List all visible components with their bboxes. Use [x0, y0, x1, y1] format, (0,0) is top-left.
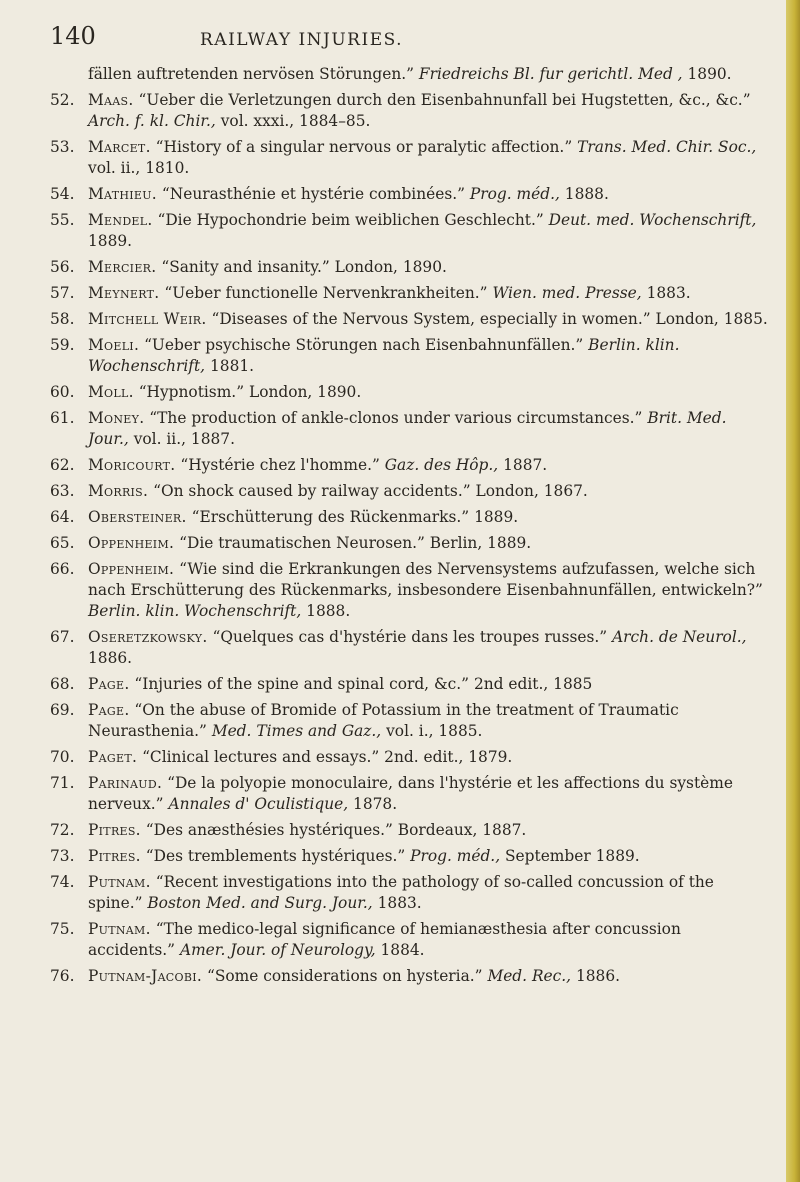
reference-title: “De la polyopie monoculaire, dans l'hystérie et les affections du système nerveux.”: [88, 774, 733, 813]
reference-number: 69.: [50, 701, 75, 719]
reference-details: 1888.: [306, 602, 351, 620]
continuation-publication: Friedreichs Bl. fur gerichtl. Med ,: [418, 65, 683, 83]
reference-author: Moricourt.: [88, 456, 176, 474]
reference-author: Mercier.: [88, 258, 157, 276]
reference-details: 1883.: [377, 894, 422, 912]
reference-number: 53.: [50, 138, 75, 156]
reference-title: “On shock caused by railway accidents.”: [153, 482, 471, 500]
reference-number: 63.: [50, 482, 75, 500]
reference-entry: [50, 210, 770, 252]
reference-details: Bordeaux, 1887.: [397, 821, 527, 839]
reference-number: 70.: [50, 748, 75, 766]
reference-details: 2nd. edit., 1879.: [384, 748, 513, 766]
reference-entry: [50, 919, 770, 961]
reference-title: “Erschütterung des Rückenmarks.”: [191, 508, 470, 526]
reference-number: 60.: [50, 383, 75, 401]
reference-title: “Clinical lectures and essays.”: [142, 748, 380, 766]
reference-publication: Brit. Med. Jour.,: [88, 409, 727, 448]
reference-details: vol. ii., 1887.: [133, 430, 235, 448]
reference-author: Moll.: [88, 383, 134, 401]
reference-number: 52.: [50, 91, 75, 109]
reference-publication: Prog. méd.,: [410, 847, 501, 865]
reference-details: Berlin, 1889.: [429, 534, 532, 552]
reference-entry: [50, 507, 770, 528]
reference-author: Putnam.: [88, 873, 151, 891]
reference-number: 68.: [50, 675, 75, 693]
reference-number: 67.: [50, 628, 75, 646]
reference-author: Parinaud.: [88, 774, 163, 792]
reference-details: 2nd edit., 1885: [473, 675, 593, 693]
reference-number: 55.: [50, 211, 75, 229]
reference-author: Maas.: [88, 91, 134, 109]
reference-entry: [50, 872, 770, 914]
reference-author: Oppenheim.: [88, 560, 175, 578]
reference-details: London, 1885.: [655, 310, 768, 328]
reference-author: Oseretzkowsky.: [88, 628, 208, 646]
reference-continuation: [50, 64, 770, 85]
reference-title: “Ueber functionelle Nervenkrankheiten.”: [164, 284, 488, 302]
reference-author: Money.: [88, 409, 145, 427]
continuation-rest: 1890.: [687, 65, 732, 83]
reference-author: Marcet.: [88, 138, 151, 156]
reference-publication: Prog. méd.,: [469, 185, 560, 203]
reference-title: “Des anæsthésies hystériques.”: [145, 821, 393, 839]
reference-publication: Trans. Med. Chir. Soc.,: [577, 138, 757, 156]
reference-author: Page.: [88, 675, 130, 693]
reference-author: Mendel.: [88, 211, 153, 229]
reference-entry: [50, 335, 770, 377]
reference-publication: Wien. med. Presse,: [492, 284, 642, 302]
reference-number: 66.: [50, 560, 75, 578]
reference-title: “Hypnotism.”: [138, 383, 245, 401]
reference-entry: [50, 408, 770, 450]
reference-title: “Diseases of the Nervous System, especially in women.”: [211, 310, 651, 328]
reference-details: vol. xxxi., 1884–85.: [220, 112, 371, 130]
reference-author: Page.: [88, 701, 130, 719]
reference-details: 1887.: [503, 456, 548, 474]
reference-number: 73.: [50, 847, 75, 865]
reference-details: 1881.: [209, 357, 255, 375]
reference-entry: [50, 820, 770, 841]
reference-number: 75.: [50, 920, 75, 938]
reference-number: 72.: [50, 821, 75, 839]
reference-title: “The production of ankle-clonos under various circumstances.”: [149, 409, 643, 427]
reference-number: 65.: [50, 534, 75, 552]
reference-title: “On the abuse of Bromide of Potassium in the treatment of Traumatic Neurasthenia.”: [88, 701, 679, 740]
reference-details: London, 1890.: [334, 258, 447, 276]
reference-entry: [50, 747, 770, 768]
reference-entry: [50, 846, 770, 867]
reference-title: “The medico-legal significance of hemianæsthesia after concussion accidents.”: [88, 920, 681, 959]
reference-number: 76.: [50, 967, 75, 985]
reference-entry: [50, 283, 770, 304]
reference-author: Mitchell Weir.: [88, 310, 207, 328]
reference-title: “Die traumatischen Neurosen.”: [179, 534, 425, 552]
reference-number: 74.: [50, 873, 75, 891]
reference-author: Putnam.: [88, 920, 151, 938]
reference-number: 57.: [50, 284, 75, 302]
reference-title: “Recent investigations into the pathology of so-called concussion of the spine.”: [88, 873, 714, 912]
reference-publication: Boston Med. and Surg. Jour.,: [147, 894, 373, 912]
reference-details: 1889.: [474, 508, 519, 526]
reference-entry: [50, 966, 770, 987]
reference-title: “Some considerations on hysteria.”: [206, 967, 483, 985]
reference-title: “Des tremblements hystériques.”: [145, 847, 406, 865]
reference-details: vol. i., 1885.: [386, 722, 483, 740]
running-head: RAILWAY INJURIES.: [200, 30, 404, 50]
reference-title: “Sanity and insanity.”: [161, 258, 330, 276]
continuation-title: fällen auftretenden nervösen Störungen.”: [88, 65, 414, 83]
reference-author: Paget.: [88, 748, 138, 766]
reference-details: 1889.: [88, 232, 133, 250]
reference-publication: Amer. Jour. of Neurology,: [179, 941, 376, 959]
reference-details: 1886.: [575, 967, 621, 985]
reference-number: 62.: [50, 456, 75, 474]
reference-author: Putnam-Jacobi.: [88, 967, 203, 985]
reference-details: September 1889.: [505, 847, 640, 865]
reference-publication: Arch. de Neurol.,: [612, 628, 747, 646]
reference-details: 1884.: [380, 941, 425, 959]
reference-title: “Ueber psychische Störungen nach Eisenbahnunfällen.”: [144, 336, 584, 354]
reference-title: “Ueber die Verletzungen durch den Eisenbahnunfall bei Hugstetten, &c., &c.”: [138, 91, 751, 109]
reference-entry: [50, 184, 770, 205]
reference-entry: [50, 137, 770, 179]
reference-title: “History of a singular nervous or paralytic affection.”: [155, 138, 573, 156]
reference-author: Meynert.: [88, 284, 160, 302]
reference-publication: Arch. f. kl. Chir.,: [88, 112, 216, 130]
reference-author: Moeli.: [88, 336, 140, 354]
reference-title: “Quelques cas d'hystérie dans les troupes russes.”: [212, 628, 608, 646]
reference-author: Oppenheim.: [88, 534, 175, 552]
reference-entry: [50, 559, 770, 622]
reference-entry: [50, 309, 770, 330]
reference-list: [50, 64, 770, 992]
reference-entry: [50, 773, 770, 815]
reference-entries: [50, 90, 770, 987]
reference-number: 59.: [50, 336, 75, 354]
reference-publication: Berlin. klin. Wochenschrift,: [88, 336, 680, 375]
reference-publication: Med. Times and Gaz.,: [211, 722, 382, 740]
reference-number: 54.: [50, 185, 75, 203]
reference-details: London, 1867.: [475, 482, 588, 500]
page-edge: [786, 0, 800, 1182]
reference-number: 56.: [50, 258, 75, 276]
reference-number: 58.: [50, 310, 75, 328]
reference-title: “Hystérie chez l'homme.”: [180, 456, 380, 474]
reference-title: “Injuries of the spine and spinal cord, &c.”: [134, 675, 470, 693]
reference-entry: [50, 700, 770, 742]
reference-entry: [50, 481, 770, 502]
reference-details: vol. ii., 1810.: [88, 159, 190, 177]
reference-details: 1888.: [564, 185, 609, 203]
reference-author: Mathieu.: [88, 185, 157, 203]
reference-author: Obersteiner.: [88, 508, 187, 526]
reference-author: Morris.: [88, 482, 149, 500]
reference-publication: Med. Rec.,: [487, 967, 572, 985]
reference-number: 61.: [50, 409, 75, 427]
reference-author: Pitres.: [88, 821, 141, 839]
reference-entry: [50, 382, 770, 403]
reference-entry: [50, 90, 770, 132]
reference-details: 1886.: [88, 649, 133, 667]
reference-details: 1878.: [353, 795, 398, 813]
reference-number: 64.: [50, 508, 75, 526]
reference-title: “Neurasthénie et hystérie combinées.”: [161, 185, 466, 203]
reference-author: Pitres.: [88, 847, 141, 865]
reference-publication: Annales d' Oculistique,: [168, 795, 349, 813]
reference-details: 1883.: [646, 284, 691, 302]
reference-publication: Deut. med. Wochenschrift,: [548, 211, 757, 229]
reference-title: “Die Hypochondrie beim weiblichen Geschlecht.”: [157, 211, 544, 229]
reference-entry: [50, 533, 770, 554]
reference-details: London, 1890.: [248, 383, 362, 401]
reference-entry: [50, 455, 770, 476]
page-number: 140: [50, 22, 96, 50]
reference-number: 71.: [50, 774, 75, 792]
reference-publication: Berlin. klin. Wochenschrift,: [88, 602, 302, 620]
reference-publication: Gaz. des Hôp.,: [384, 456, 499, 474]
page-header: [50, 18, 750, 58]
reference-entry: [50, 257, 770, 278]
reference-title: “Wie sind die Erkrankungen des Nervensystems aufzufassen, welche sich nach Erschütterung des Rückenmarks, insbesondere Eisenbahnunfällen, entwickeln?”: [88, 560, 763, 599]
reference-entry: [50, 674, 770, 695]
reference-entry: [50, 627, 770, 669]
